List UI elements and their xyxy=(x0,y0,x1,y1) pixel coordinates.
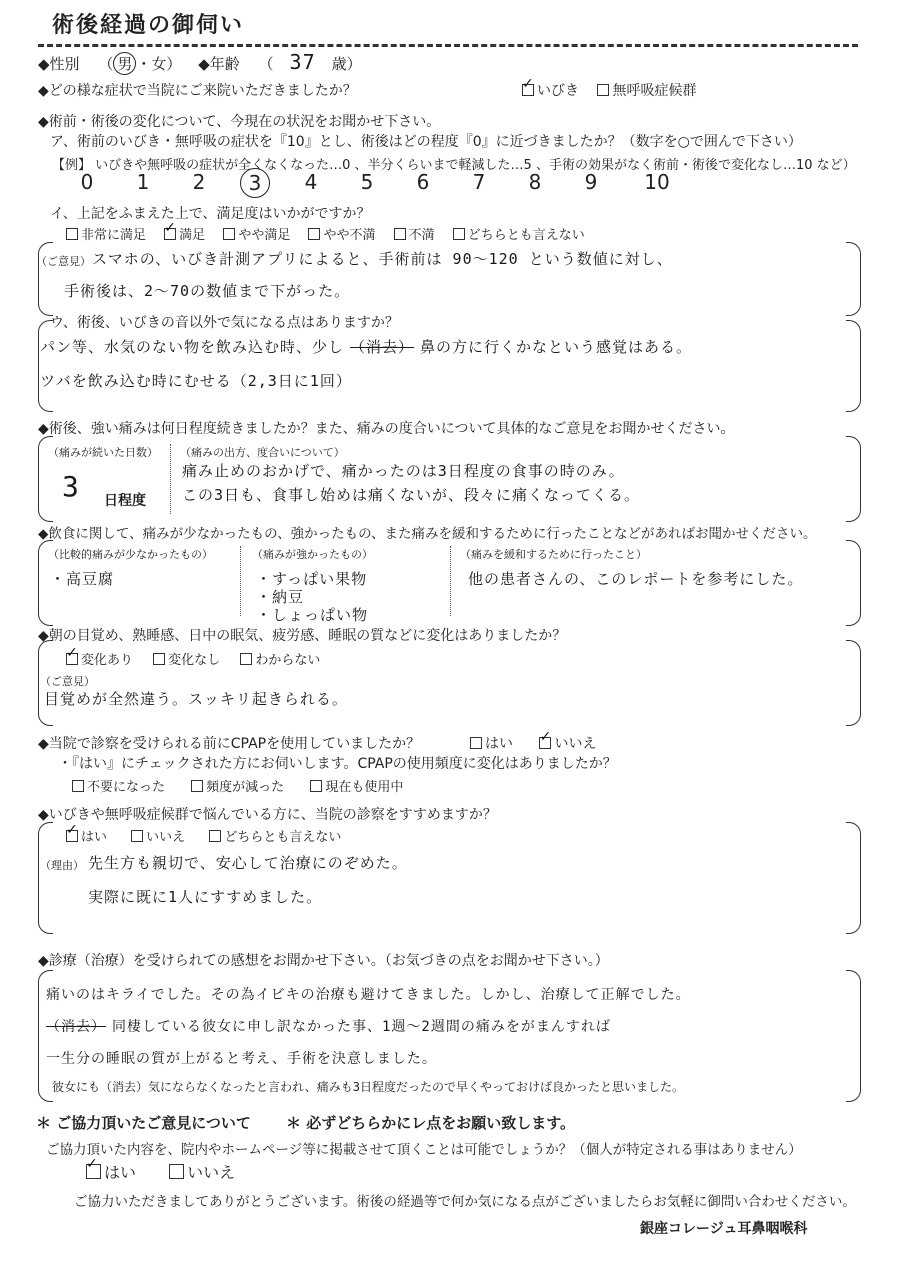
other-bracket-right xyxy=(846,320,861,412)
profile-row: ◆性別 （ 男 ・女） ◆年齢 （ 37 歳） xyxy=(38,50,362,74)
very-satisfied-checkbox[interactable] xyxy=(66,228,78,240)
relief-label: （痛みを緩和するために行ったこと） xyxy=(460,548,647,561)
pain-days-label: （痛みが続いた日数） xyxy=(48,446,158,459)
strong-pain-item-1[interactable]: ・すっぱい果物 xyxy=(256,570,368,588)
cpap-still-using-checkbox[interactable] xyxy=(310,780,322,792)
struck-text: （消去） xyxy=(350,338,415,356)
food-divider-2 xyxy=(450,546,451,616)
impression-line-3[interactable]: 一生分の睡眠の質が上がると考え、手術を決意しました。 xyxy=(46,1051,437,1067)
pain-detail-label: （痛みの出方、度合いについて） xyxy=(180,446,345,459)
clinic-name: 銀座コレージュ耳鼻咽喉科 xyxy=(640,1221,808,1237)
q2-sub-a: ア、術前のいびき・無呼吸の症状を『10』とし、術後はどの程度『0』に近づきましたか？（数字を○で囲んで下さい） xyxy=(50,134,802,150)
apnea-checkbox[interactable] xyxy=(597,84,609,96)
somewhat-dissatisfied-checkbox[interactable] xyxy=(308,228,320,240)
impression-line-2[interactable]: （消去） 同棲している彼女に申し訳なかった事、1週〜2週間の痛みをがまんすれば xyxy=(46,1019,611,1035)
recommend-bracket-right xyxy=(846,822,861,934)
strong-pain-item-3[interactable]: ・しょっぱい物 xyxy=(256,606,369,624)
sleep-opinion[interactable]: 目覚めが全然違う。スッキリ起きられる。 xyxy=(44,690,348,708)
cpap-reduced-checkbox[interactable] xyxy=(191,780,203,792)
impression-line-1[interactable]: 痛いのはキライでした。その為イビキの治療も避けてきました。しかし、治療して正解でした。 xyxy=(46,987,691,1003)
less-pain-item[interactable]: ・高豆腐 xyxy=(50,570,115,588)
q7-heading: ◆いびきや無呼吸症候群で悩んでいる方に、当院の診察をすすめますか？ xyxy=(38,807,497,823)
gender-female-option[interactable]: 女 xyxy=(151,55,167,73)
strong-pain-label: （痛みが強かったもの） xyxy=(252,548,373,561)
sleep-opinion-label: （ご意見） xyxy=(40,675,95,688)
pain-divider xyxy=(170,444,171,514)
changed-checkbox[interactable] xyxy=(66,653,78,665)
q3-heading: ◆術後、強い痛みは何日程度続きましたか？また、痛みの度合いについて具体的なご意見をお聞かせください。 xyxy=(38,421,735,437)
opinion-bracket-right xyxy=(846,242,861,316)
food-divider-1 xyxy=(240,546,241,616)
q1-options: ✓ いびき 無呼吸症候群 xyxy=(522,80,696,100)
score-3-selected[interactable]: 3 xyxy=(240,168,270,198)
other-line-1[interactable]: パン等、水気のない物を飲み込む時、少し （消去） 鼻の方に行くかなという感覚はある。 xyxy=(40,338,693,356)
q2-example: 【例】 いびきや無呼吸の症状が全くなくなった…0 、半分くらいまで軽減した…5 、手術の効果がなく術前・術後で変化なし…10 など） xyxy=(52,158,856,173)
publish-yes-checkbox[interactable] xyxy=(86,1164,101,1179)
cpap-options: はい ✓ いいえ xyxy=(470,733,596,753)
reason-label: （理由） xyxy=(40,859,84,872)
snoring-checkbox[interactable] xyxy=(522,84,534,96)
score-2[interactable]: 2 xyxy=(192,170,206,194)
q2-sub-i: イ、上記をふまえた上で、満足度はいかがですか？ xyxy=(50,206,371,222)
age-value[interactable]: 37 xyxy=(289,50,316,74)
satisfied-checkbox[interactable] xyxy=(164,228,176,240)
score-8[interactable]: 8 xyxy=(528,170,542,194)
recommend-neutral-checkbox[interactable] xyxy=(209,830,221,842)
footer-note-b: ＊ 必ずどちらかにレ点をお願い致します。 xyxy=(286,1114,576,1132)
title-divider xyxy=(38,44,858,47)
cpap-followup: ・『はい』にチェックされた方にお伺いします。CPAPの使用頻度に変化はありましたか？ xyxy=(58,756,617,772)
cpap-yes-checkbox[interactable] xyxy=(470,737,482,749)
reason-line-2[interactable]: 実際に既に1人にすすめました。 xyxy=(88,888,323,906)
q5-heading: ◆朝の目覚め、熟睡感、日中の眠気、疲労感、睡眠の質などに変化はありましたか？ xyxy=(38,628,567,644)
opinion-line-1[interactable]: スマホの、いびき計測アプリによると、手術前は 90〜120 という数値に対し、 xyxy=(92,250,673,268)
score-scale xyxy=(72,170,692,200)
strong-pain-item-2[interactable]: ・納豆 xyxy=(256,588,305,606)
opinion-line-2[interactable]: 手術後は、2〜70の数値まで下がった。 xyxy=(64,282,351,300)
score-6[interactable]: 6 xyxy=(416,170,430,194)
q2-heading: ◆術前・術後の変化について、今現在の状況をお聞かせ下さい。 xyxy=(38,114,441,130)
score-9[interactable]: 9 xyxy=(584,170,598,194)
pain-detail-line-2[interactable]: この3日も、食事し始めは痛くないが、段々に痛くなってくる。 xyxy=(182,486,641,504)
sleep-options: ✓変化あり 変化なし わからない xyxy=(66,649,320,668)
recommend-options: ✓はい いいえ どちらとも言えない xyxy=(66,826,341,845)
recommend-bracket-left xyxy=(38,822,53,934)
score-10[interactable]: 10 xyxy=(644,170,670,194)
score-5[interactable]: 5 xyxy=(360,170,374,194)
q4-heading: ◆飲食に関して、痛みが少なかったもの、強かったもの、また痛みを緩和するために行ったことなどがあればお聞かせください。 xyxy=(38,526,817,542)
unknown-checkbox[interactable] xyxy=(240,653,252,665)
pain-days-value[interactable]: 3 xyxy=(62,470,80,503)
other-line-2[interactable]: ツバを飲み込む時にむせる（2,3日に1回） xyxy=(40,372,352,390)
cpap-followup-options: 不要になった 頻度が減った 現在も使用中 xyxy=(72,776,403,795)
opinion-label: （ご意見） xyxy=(36,255,91,268)
q8-heading: ◆診療（治療）を受けられての感想をお聞かせ下さい。（お気づきの点をお聞かせ下さい。） xyxy=(38,953,609,969)
relief-item[interactable]: 他の患者さんの、このレポートを参考にした。 xyxy=(468,570,804,588)
page-title: 術後経過の御伺い xyxy=(52,13,245,38)
gender-male-option[interactable]: 男 xyxy=(113,52,136,75)
recommend-no-checkbox[interactable] xyxy=(131,830,143,842)
q6-question: ◆当院で診察を受けられる前にCPAPを使用していましたか？ xyxy=(38,736,421,752)
satisfaction-options: 非常に満足 ✓ 満足 やや満足 やや不満 不満 どちらとも言えない xyxy=(66,224,585,243)
pain-detail-line-1[interactable]: 痛み止めのおかげで、痛かったのは3日程度の食事の時のみ。 xyxy=(182,462,625,480)
other-bracket-left xyxy=(38,320,53,412)
pain-days-unit: 日程度 xyxy=(104,493,146,509)
pain-bracket-right xyxy=(846,436,861,522)
footer-options: ✓はい いいえ xyxy=(86,1160,235,1183)
neutral-checkbox[interactable] xyxy=(453,228,465,240)
q1-question: ◆どの様な症状で当院にご来院いただきましたか？ xyxy=(38,83,357,99)
cpap-unneeded-checkbox[interactable] xyxy=(72,780,84,792)
q2-sub-u: ウ、術後、いびきの音以外で気になる点はありますか？ xyxy=(50,315,399,331)
score-4[interactable]: 4 xyxy=(304,170,318,194)
cpap-no-checkbox[interactable] xyxy=(539,737,551,749)
recommend-yes-checkbox[interactable] xyxy=(66,830,78,842)
score-1[interactable]: 1 xyxy=(136,170,150,194)
score-7[interactable]: 7 xyxy=(472,170,486,194)
dissatisfied-checkbox[interactable] xyxy=(394,228,406,240)
somewhat-satisfied-checkbox[interactable] xyxy=(223,228,235,240)
food-bracket-right xyxy=(846,540,861,626)
footer-note-a: ＊ ご協力頂いたご意見について xyxy=(36,1114,251,1132)
footer-thanks: ご協力いただきましてありがとうございます。術後の経過等で何か気になる点がございましたらお気軽に御問い合わせください。 xyxy=(74,1194,856,1210)
score-0[interactable]: 0 xyxy=(80,170,94,194)
impression-line-4[interactable]: 彼女にも（消去）気にならなくなったと言われ、痛みも3日程度だったので早くやっておけば良かったと思いました。 xyxy=(52,1080,684,1094)
no-change-checkbox[interactable] xyxy=(153,653,165,665)
impression-bracket-right xyxy=(846,970,861,1102)
reason-line-1[interactable]: 先生方も親切で、安心して治療にのぞめた。 xyxy=(88,854,408,872)
less-pain-label: （比較的痛みが少なかったもの） xyxy=(48,548,213,561)
struck-text-2: （消去） xyxy=(46,1019,106,1035)
publish-no-checkbox[interactable] xyxy=(169,1164,184,1179)
sleep-bracket-right xyxy=(846,640,861,726)
footer-question: ご協力頂いた内容を、院内やホームページ等に掲載させて頂くことは可能でしょうか？（個人が特定される事はありません） xyxy=(46,1142,802,1158)
